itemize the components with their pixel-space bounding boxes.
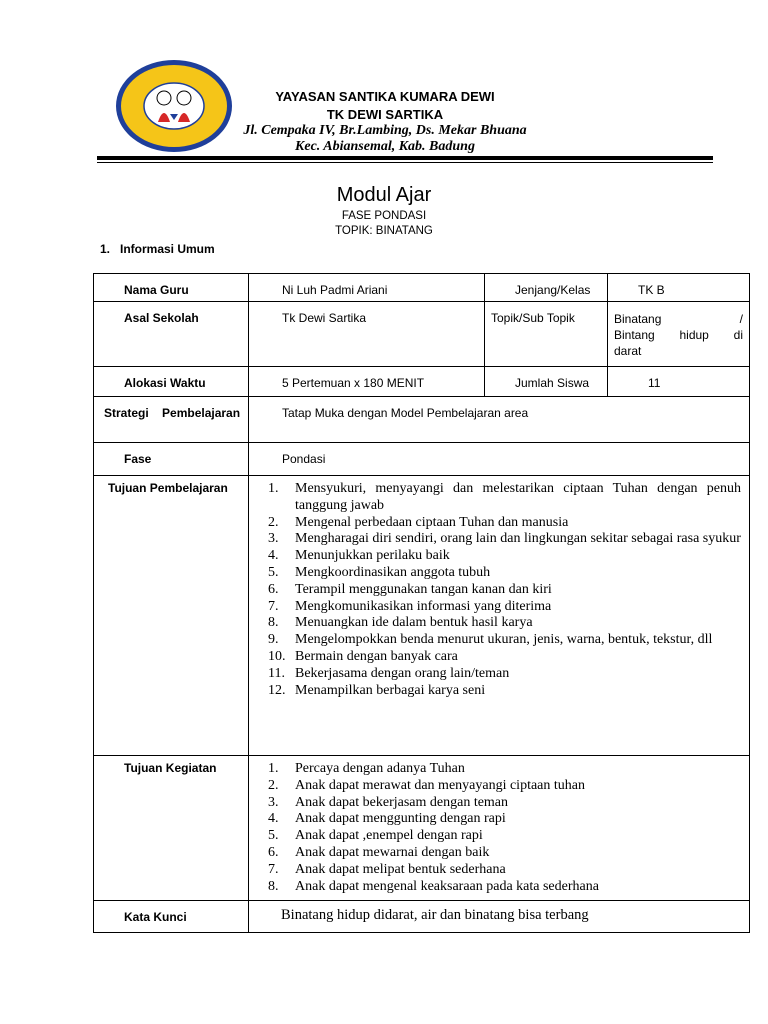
list-item-number: 7. (268, 861, 279, 877)
section-number: 1. (100, 242, 111, 256)
list-item-text: Menunjukkan perilaku baik (295, 548, 450, 564)
list-item (249, 481, 741, 515)
list-item-number: 1. (268, 481, 279, 496)
jenjang-label: Jenjang/Kelas (485, 274, 608, 302)
list-item (249, 615, 741, 632)
list-item-text: Mengharagai diri sendiri, orang lain dan lingkungan sekitar sebagai rasa syukur (295, 531, 741, 547)
list-item-number: 2. (268, 777, 279, 793)
list-item-text: Anak dapat mengenal keaksaraan pada kata sederhana (295, 878, 599, 894)
row-learning-goals (94, 476, 750, 756)
list-item-text: Mengkoordinasikan anggota tubuh (295, 564, 491, 580)
section-heading (100, 242, 215, 256)
address-line-1: Jl. Cempaka IV, Br.Lambing, Ds. Mekar Bhuana (243, 123, 527, 138)
list-item-text: Bermain dengan banyak cara (295, 648, 458, 664)
list-item (249, 761, 741, 778)
list-item (249, 845, 741, 862)
address-line-2: Kec. Abiansemal, Kab. Badung (295, 139, 475, 154)
list-item (249, 828, 741, 845)
row-phase (94, 443, 750, 476)
alokasi-value: 5 Pertemuan x 180 MENIT (249, 367, 485, 397)
list-item-number: 1. (268, 761, 279, 776)
school-logo (114, 58, 234, 154)
list-item-text: Menampilkan berbagai karya seni (295, 682, 486, 698)
list-item-text: Mengelompokkan benda menurut ukuran, jenis, warna, bentuk, tekstur, dll (295, 632, 713, 648)
list-item (249, 582, 741, 599)
school-name: TK DEWI SARTIKA (326, 107, 444, 122)
list-item-text: Bekerjasama dengan orang lain/teman (295, 665, 510, 681)
foundation-name: YAYASAN SANTIKA KUMARA DEWI (275, 89, 495, 104)
list-item (249, 811, 741, 828)
list-item-number: 8. (268, 615, 279, 631)
alokasi-label: Alokasi Waktu (94, 367, 249, 397)
document-title: Modul Ajar (336, 184, 432, 206)
list-item-number: 5. (268, 828, 279, 844)
list-item-text: Menuangkan ide dalam bentuk hasil karya (295, 615, 533, 631)
list-item-text: Anak dapat mewarnai dengan baik (295, 844, 490, 860)
list-item (249, 683, 741, 700)
list-item (249, 548, 741, 565)
fase-value: Pondasi (249, 443, 750, 476)
nama-guru-label: Nama Guru (94, 274, 249, 302)
fase-label: Fase (94, 443, 249, 476)
list-item-number: 6. (268, 581, 279, 597)
list-item-number: 3. (268, 531, 279, 547)
list-item-number: 11. (268, 665, 285, 681)
list-item (249, 565, 741, 582)
kegiatan-cell (249, 756, 750, 901)
list-item (249, 649, 741, 666)
row-teacher (94, 274, 750, 302)
list-item-text: Percaya dengan adanya Tuhan (295, 761, 465, 776)
asal-value: Tk Dewi Sartika (249, 302, 485, 367)
strategi-value: Tatap Muka dengan Model Pembelajaran area (249, 397, 750, 443)
list-item-number: 4. (268, 548, 279, 564)
list-item-text: Mensyukuri, menyayangi dan melestarikan ciptaan Tuhan dengan penuh tanggung jawab (295, 481, 741, 513)
row-activity-goals (94, 756, 750, 901)
list-item-text: Terampil menggunakan tangan kanan dan kiri (295, 581, 552, 597)
row-time (94, 367, 750, 397)
list-item (249, 599, 741, 616)
kata-value: Binatang hidup didarat, air dan binatang bisa terbang (249, 901, 750, 933)
jumlah-value: 11 (608, 367, 750, 397)
list-item-number: 3. (268, 794, 279, 810)
list-item-text: Anak dapat merawat dan menyayangi ciptaan tuhan (295, 777, 585, 793)
header-rule-thin (97, 162, 713, 163)
row-keywords (94, 901, 750, 933)
nama-guru-value: Ni Luh Padmi Ariani (249, 274, 485, 302)
list-item-number: 12. (268, 682, 286, 698)
list-item-text: Mengenal perbedaan ciptaan Tuhan dan manusia (295, 514, 569, 530)
list-item-number: 2. (268, 514, 279, 530)
tujuan-cell (249, 476, 750, 756)
list-item (249, 879, 741, 896)
list-item (249, 795, 741, 812)
row-school (94, 302, 750, 367)
header-rule-thick (97, 156, 713, 160)
topik-line-1: Binatang / (614, 312, 743, 326)
list-item (249, 666, 741, 683)
list-item (249, 862, 741, 879)
tujuan-list (249, 481, 749, 699)
list-item-text: Anak dapat menggunting dengan rapi (295, 811, 506, 827)
list-item (249, 531, 741, 548)
list-item-text: Anak dapat bekerjasam dengan teman (295, 794, 509, 810)
jumlah-label: Jumlah Siswa (485, 367, 608, 397)
list-item (249, 515, 741, 532)
asal-label: Asal Sekolah (94, 302, 249, 367)
section-label: Informasi Umum (120, 242, 215, 256)
list-item-number: 4. (268, 811, 279, 827)
tujuan-label: Tujuan Pembelajaran (94, 476, 249, 756)
general-info-table (93, 273, 750, 933)
kegiatan-label: Tujuan Kegiatan (94, 756, 249, 901)
list-item-text: Mengkomunikasikan informasi yang diterima (295, 598, 552, 614)
list-item-number: 10. (268, 648, 286, 664)
topik-label: Topik/Sub Topik (485, 302, 608, 367)
kegiatan-list (249, 761, 749, 895)
row-strategy (94, 397, 750, 443)
strategi-label: Strategi Pembelajaran (94, 397, 249, 443)
jenjang-value: TK B (608, 274, 750, 302)
list-item (249, 632, 741, 649)
list-item-number: 9. (268, 632, 279, 648)
list-item-text: Anak dapat ,enempel dengan rapi (295, 828, 483, 844)
topik-value (608, 302, 750, 367)
topik-line-3: darat (614, 344, 642, 358)
topic-label: TOPIK: BINATANG (335, 225, 433, 237)
list-item-number: 5. (268, 564, 279, 580)
list-item-number: 6. (268, 844, 279, 860)
list-item-number: 7. (268, 598, 279, 614)
list-item-number: 8. (268, 878, 279, 894)
list-item-text: Anak dapat melipat bentuk sederhana (295, 861, 506, 877)
phase-label: FASE PONDASI (341, 210, 427, 222)
list-item (249, 778, 741, 795)
kata-label: Kata Kunci (94, 901, 249, 933)
topik-line-2: Bintang hidup di (614, 328, 743, 342)
